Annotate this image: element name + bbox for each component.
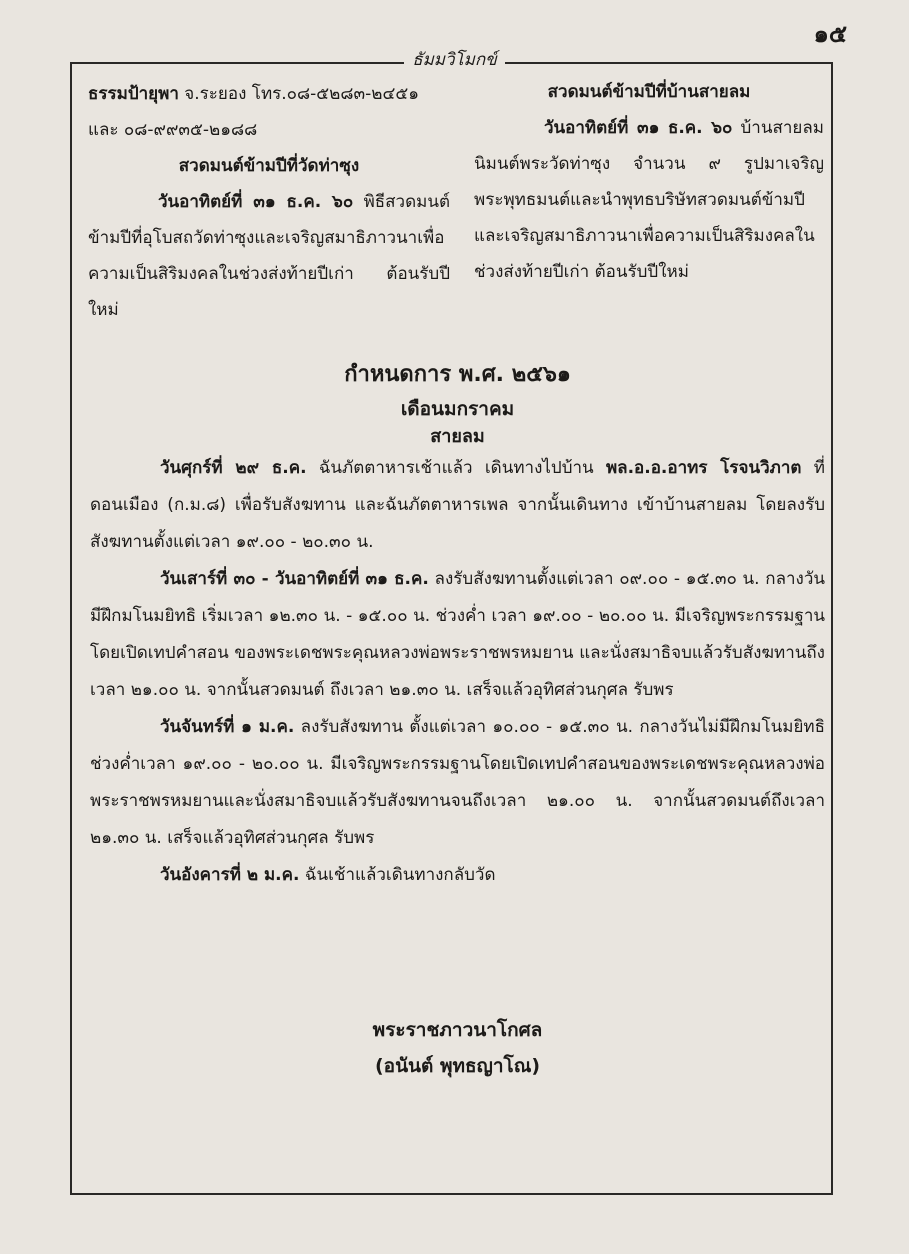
entry-text: ลงรับสังฆทานตั้งแต่เวลา ๐๙.๐๐ - ๑๕.๓๐ น. กลางวันมีฝึกมโนมยิทธิ เริ่มเวลา ๑๒.๓๐ น. - ๑๕.๐๐ น. ช่วงค่ำ เวลา ๑๙.๐๐ - ๒๐.๐๐ น. มีเจริญพระกรรมฐาน โดยเปิดเทปคำสอน ของพระเดชพระคุณหลวงพ่อพระราชพรหมยาน และนั่งสมาธิจบแล้วรับสังฆทานถึงเวลา ๒๑.๐๐ น. จากนั้นสวดมนต์ ถึงเวลา ๒๑.๓๐ น. เสร็จแล้วอุทิศส่วนกุศล รับพร: [90, 569, 826, 700]
entry-date: วันจันทร์ที่ ๑ ม.ค.: [160, 717, 295, 737]
right-body-text: บ้านสายลมนิมนต์พระวัดท่าซุง จำนวน ๙ รูปมาเจริญพระพุทธมนต์และนำพุทธบริษัทสวดมนต์ข้ามปีและเจริญสมาธิภาวนาเพื่อความเป็นสิริมงคลในช่วงส่งท้ายปีเก่า ต้อนรับปีใหม่: [474, 118, 824, 282]
left-column: [88, 76, 450, 328]
right-date: วันอาทิตย์ที่ ๓๑ ธ.ค. ๖๐: [544, 118, 733, 138]
journal-title: ธัมมวิโมกข์: [404, 50, 505, 70]
schedule-month: เดือนมกราคม: [400, 398, 515, 420]
left-heading: สวดมนต์ข้ามปีที่วัดท่าซุง: [178, 156, 360, 176]
schedule-entry: [90, 709, 825, 857]
schedule-entry: [90, 561, 825, 709]
entry-text-continued: ที่ดอนเมือง (ก.ม.๘) เพื่อรับสังฆทาน และฉันภัตตาหารเพล จากนั้นเดินทาง เข้าบ้านสายลม โดยลงรับสังฆทานตั้งแต่เวลา ๑๙.๐๐ - ๒๐.๓๐ น.: [90, 458, 825, 552]
right-heading: สวดมนต์ข้ามปีที่บ้านสายลม: [547, 82, 751, 102]
contact-details: จ.ระยอง โทร.๐๘-๕๒๘๓-๒๔๕๑: [178, 84, 419, 104]
entry-date: วันอังคารที่ ๒ ม.ค.: [160, 865, 300, 885]
journal-header: [0, 46, 909, 73]
signature-block: [90, 1012, 825, 1084]
contact-name: ธรรมป้ายุพา: [88, 84, 179, 104]
schedule-section: [90, 356, 825, 894]
entry-host-name: พล.อ.อ.อาทร โรจนวิภาต: [605, 458, 802, 478]
entry-text: ลงรับสังฆทาน ตั้งแต่เวลา ๑๐.๐๐ - ๑๕.๓๐ น. กลางวันไม่มีฝึกมโนมยิทธิ ช่วงค่ำเวลา ๑๙.๐๐ - ๒๐.๐๐ น. มีเจริญพระกรรมฐานโดยเปิดเทปคำสอนของพระเดชพระคุณหลวงพ่อพระราชพรหมยานและนั่งสมาธิจบแล้วรับสังฆทานจนถึงเวลา ๒๑.๐๐ น. จากนั้นสวดมนต์ถึงเวลา ๒๑.๓๐ น. เสร็จแล้วอุทิศส่วนกุศล รับพร: [90, 717, 825, 848]
entry-text: ฉันภัตตาหารเช้าแล้ว เดินทางไปบ้าน: [306, 458, 606, 478]
left-date: วันอาทิตย์ที่ ๓๑ ธ.ค. ๖๐: [158, 192, 354, 212]
contact-line-2: และ ๐๘-๙๙๓๕-๒๑๘๘: [88, 120, 258, 140]
schedule-entry: [90, 857, 825, 894]
schedule-title: กำหนดการ พ.ศ. ๒๕๖๑: [344, 362, 571, 387]
right-body: [474, 110, 824, 290]
page-number: ๑๕: [813, 20, 847, 48]
left-body-text: พิธีสวดมนต์ข้ามปีที่อุโบสถวัดท่าซุงและเจริญสมาธิภาวนาเพื่อความเป็นสิริมงคลในช่วงส่งท้ายปีเก่า ต้อนรับปีใหม่: [88, 192, 450, 320]
entry-text: ฉันเช้าแล้วเดินทางกลับวัด: [299, 865, 496, 885]
left-body: [88, 184, 450, 328]
contact-line: [88, 76, 450, 112]
entry-date: วันศุกร์ที่ ๒๙ ธ.ค.: [160, 458, 307, 478]
signature-alias: (อนันต์ พุทธญาโณ): [374, 1055, 541, 1077]
entry-date: วันเสาร์ที่ ๓๐ - วันอาทิตย์ที่ ๓๑ ธ.ค.: [160, 569, 429, 589]
schedule-location: สายลม: [430, 426, 485, 447]
schedule-entry: [90, 450, 825, 561]
signature-name: พระราชภาวนาโกศล: [372, 1019, 543, 1041]
right-column: [474, 74, 824, 290]
